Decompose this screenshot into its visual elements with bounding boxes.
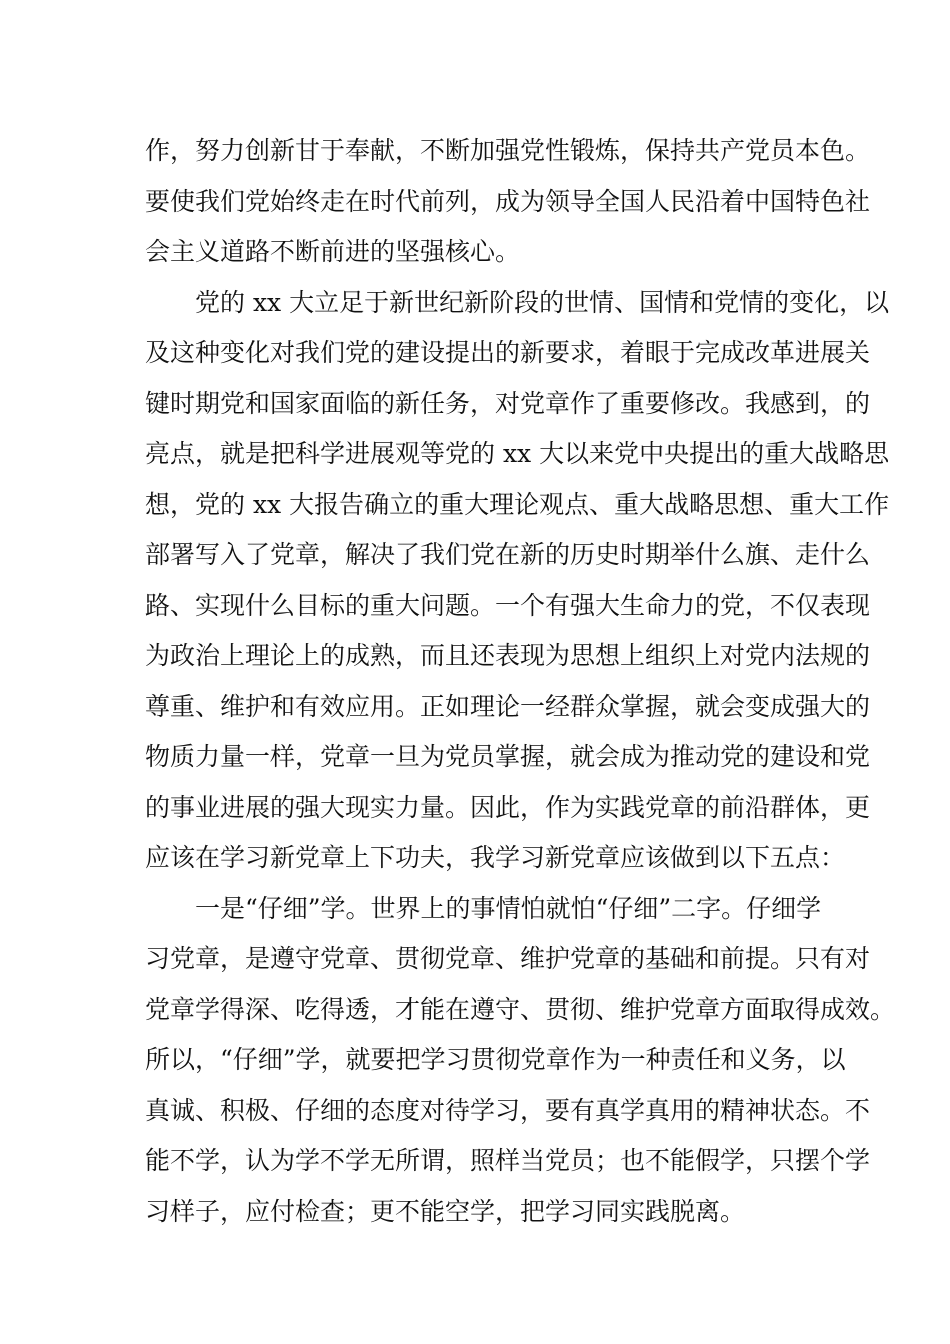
text-line: 键时期党和国家面临的新任务，对党章作了重要修改。我感到，的 <box>145 388 871 418</box>
text-line: 部署写入了党章，解决了我们党在新的历史时期举什么旗、走什么 <box>145 540 871 569</box>
text-line: 的事业进展的强大现实力量。因此，作为实践党章的前沿群体，更 <box>145 792 871 822</box>
text-line: 习样子，应付检查；更不能空学，把学习同实践脱离。 <box>145 1196 746 1226</box>
text-line: 习党章，是遵守党章、贯彻党章、维护党章的基础和前提。只有对 <box>145 944 871 973</box>
text-line: 作，努力创新甘于奉献，不断加强党性锻炼，保持共产党员本色。 <box>145 136 871 165</box>
text-line: 能不学，认为学不学无所谓，照样当党员；也不能假学，只摆个学 <box>145 1146 871 1175</box>
text-line: 会主义道路不断前进的坚强核心。 <box>145 237 521 266</box>
text-line: 尊重、维护和有效应用。正如理论一经群众掌握，就会变成强大的 <box>145 691 871 721</box>
paragraph-first-line: 一是“仔细”学。世界上的事情怕就怕“仔细”二字。仔细学 <box>195 893 822 923</box>
text-line: 真诚、积极、仔细的态度对待学习，要有真学真用的精神状态。不 <box>145 1095 871 1125</box>
paragraph-first-line: 党的 xx 大立足于新世纪新阶段的世情、国情和党情的变化，以 <box>195 287 890 317</box>
text-line: 要使我们党始终走在时代前列，成为领导全国人民沿着中国特色社 <box>145 186 871 216</box>
text-line: 想，党的 xx 大报告确立的重大理论观点、重大战略思想、重大工作 <box>145 489 890 519</box>
body-text <box>145 126 896 1237</box>
text-line: 为政治上理论上的成熟，而且还表现为思想上组织上对党内法规的 <box>145 641 871 670</box>
text-line: 亮点，就是把科学进展观等党的 xx 大以来党中央提出的重大战略思 <box>145 439 890 468</box>
text-line: 及这种变化对我们党的建设提出的新要求，着眼于完成改革进展关 <box>145 338 871 367</box>
text-line: 物质力量一样，党章一旦为党员掌握，就会成为推动党的建设和党 <box>145 742 871 771</box>
text-line: 所以，“仔细”学，就要把学习贯彻党章作为一种责任和义务，以 <box>145 1045 846 1074</box>
text-line: 应该在学习新党章上下功夫，我学习新党章应该做到以下五点： <box>145 843 846 872</box>
text-line: 路、实现什么目标的重大问题。一个有强大生命力的党，不仅表现 <box>145 590 871 620</box>
text-line: 党章学得深、吃得透，才能在遵守、贯彻、维护党章方面取得成效。 <box>145 994 896 1024</box>
